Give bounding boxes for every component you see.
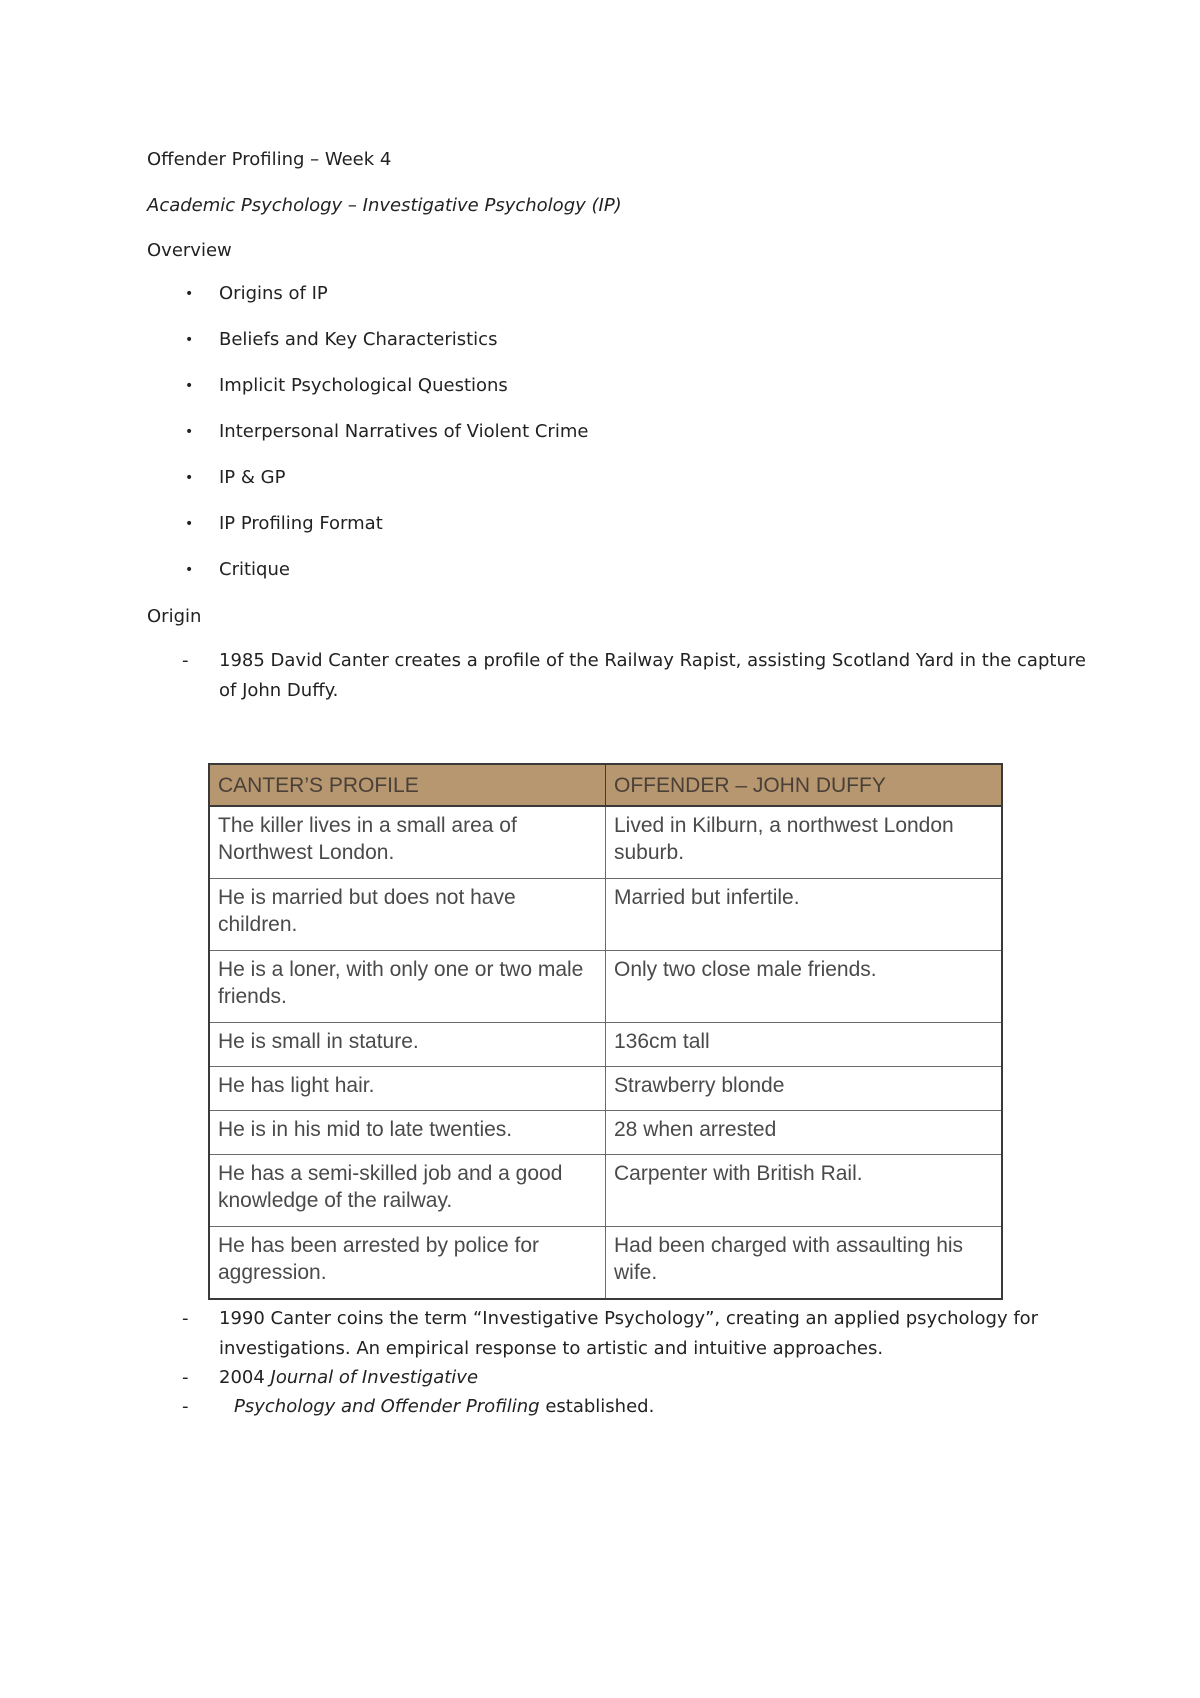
table-cell: Carpenter with British Rail. <box>606 1155 1003 1227</box>
bullet-icon: • <box>185 332 194 348</box>
table-cell: 136cm tall <box>606 1023 1003 1067</box>
document-subtitle: Academic Psychology – Investigative Psychology (IP) <box>147 195 622 216</box>
journal-title-part1: Journal of Investigative <box>270 1367 479 1388</box>
table-cell: He is a loner, with only one or two male friends. <box>209 951 606 1023</box>
bullet-icon: • <box>185 562 194 578</box>
table-cell: Married but infertile. <box>606 879 1003 951</box>
table-cell: He is in his mid to late twenties. <box>209 1111 606 1155</box>
bullet-icon: • <box>185 286 194 302</box>
bullet-icon: • <box>185 378 194 394</box>
document-page: Offender Profiling – Week 4 Academic Psychology – Investigative Psychology (IP) Overview • Origins of IP • Beliefs and Key Characteristics • Implicit Psychological Questions • Interpersonal Narratives of Violent Crime • IP & GP • IP Profiling Format • Critique Origin - 1985 David Canter creates a profile of the Railway Rapist, assisting Scotland Yard in the capture of John Duffy. CANTER’S PROFILE OFFENDER – JOHN DUFFY The killer lives in a small area of Northwest London. Lived in Kilburn, a northwest London suburb. He is married but does not have children. Married but infertile. He is a loner, with only one or two male friends. Only two close male friends. He is small in stature. 136cm tall He has light hair. Strawberry blonde He is in his mid to late twenties. 28 when arrested He has a semi-skilled job and a good knowledge of the railway. Carpenter with British Rail. He has been arrested by police for aggression. Had been charged with assaulting his wife. - 1990 Canter coins the term “Investigative Psychology”, creating an applied psychology for investigations. An empirical response to artistic and intuitive approaches. - 2004 Journal of Investigative - Psychology and Offender Profiling established. <box>0 0 1200 1698</box>
table-cell: He has a semi-skilled job and a good knowledge of the railway. <box>209 1155 606 1227</box>
table-row <box>209 1227 1002 1300</box>
table-row <box>209 1067 1002 1111</box>
dash-icon: - <box>182 650 189 671</box>
journal-title-part2: Psychology and Offender Profiling <box>234 1396 540 1417</box>
table-row <box>209 1155 1002 1227</box>
dash-icon: - <box>182 1396 189 1417</box>
profile-comparison-table <box>208 763 1003 1300</box>
table-header-row <box>209 764 1002 806</box>
table-cell: He is small in stature. <box>209 1023 606 1067</box>
origin-heading: Origin <box>147 606 202 627</box>
overview-heading: Overview <box>147 240 232 261</box>
bullet-icon: • <box>185 424 194 440</box>
table-cell: He has light hair. <box>209 1067 606 1111</box>
table-cell: 28 when arrested <box>606 1111 1003 1155</box>
table-row <box>209 1111 1002 1155</box>
table-row <box>209 1023 1002 1067</box>
table-cell: Had been charged with assaulting his wife. <box>606 1227 1003 1300</box>
table-cell: He is married but does not have children. <box>209 879 606 951</box>
dash-icon: - <box>182 1308 189 1329</box>
column-header-offender: OFFENDER – JOHN DUFFY <box>606 764 1003 806</box>
table-cell: The killer lives in a small area of Northwest London. <box>209 806 606 879</box>
dash-icon: - <box>182 1367 189 1388</box>
bullet-icon: • <box>185 516 194 532</box>
table-row <box>209 806 1002 879</box>
bullet-icon: • <box>185 470 194 486</box>
document-title: Offender Profiling – Week 4 <box>147 149 392 170</box>
table-row <box>209 879 1002 951</box>
table-cell: He has been arrested by police for aggression. <box>209 1227 606 1300</box>
table-cell: Lived in Kilburn, a northwest London suburb. <box>606 806 1003 879</box>
column-header-canters-profile: CANTER’S PROFILE <box>209 764 606 806</box>
table-cell: Only two close male friends. <box>606 951 1003 1023</box>
table-row <box>209 951 1002 1023</box>
table-cell: Strawberry blonde <box>606 1067 1003 1111</box>
